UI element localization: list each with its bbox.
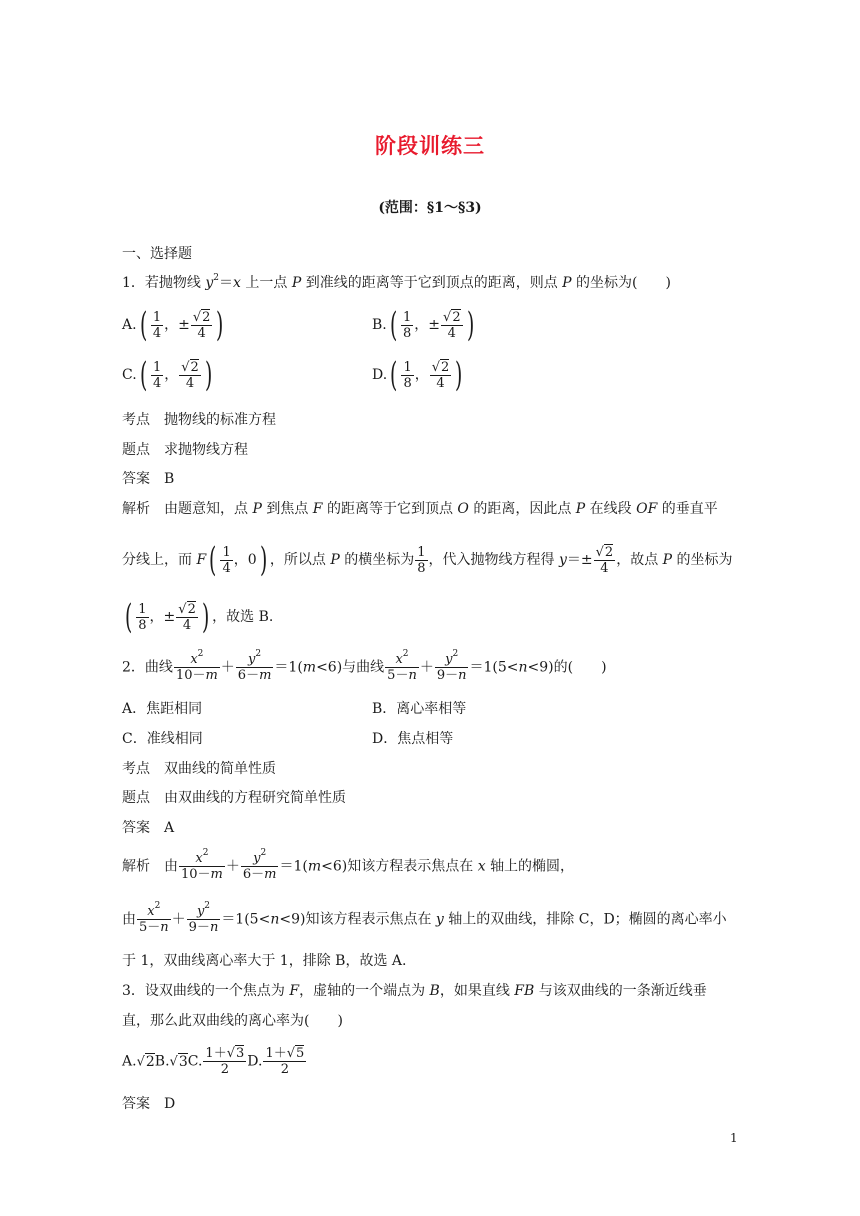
q1-stem: 1．若抛物线 $y^2=x$ 上一点 P 到准线的距离等于它到顶点的距离，则点 P 的坐标为( ): [122, 273, 671, 291]
page-title: 阶段训练三: [375, 133, 485, 158]
q2-tidian: 题点 由双曲线的方程研究简单性质: [122, 790, 346, 806]
section-heading: 一、选择题: [122, 246, 192, 262]
q1-jiexi-line1: 解析 由题意知，点 P 到焦点 F 的距离等于它到顶点 O 的距离，因此点 P 在线段 OF 的垂直平: [122, 501, 718, 517]
q2-answer: 答案 A: [122, 820, 175, 836]
q2-option-d: D．焦点相等: [372, 731, 454, 747]
q1-tidian: 题点 求抛物线方程: [122, 442, 248, 458]
q3-stem-line2: 直，那么此双曲线的离心率为( ): [122, 1013, 343, 1029]
q2-option-b: B．离心率相等: [372, 701, 467, 717]
q2-jiexi-line2: 由 $\frac{x^2}{5-n}$ ＋ $\frac{y^2}{9-n}$ ＝1(5<n<9)知该方程表示焦点在 y 轴上的双曲线，排除 C，D；椭圆的离心率小: [122, 901, 727, 935]
q1-jiexi-line3: ( $\frac{1}{8}$ ，± $\frac{√2}{4}$ ) ，故选 B.: [124, 597, 274, 637]
q3-stem-line1: 3．设双曲线的一个焦点为 F，虚轴的一个端点为 B，如果直线 FB 与该双曲线的一条渐近线垂: [122, 983, 707, 999]
q1-option-d: D.( $\frac{1}{8}$ ， $\frac{√2}{4}$ ): [372, 355, 463, 395]
page-subtitle: (范围：§1～§3): [378, 200, 482, 216]
q2-jiexi-line3: 于 1，双曲线离心率大于 1，排除 B，故选 A.: [122, 953, 407, 969]
q2-jiexi-line1: 解析 由 $\frac{x^2}{10-m}$ ＋ $\frac{y^2}{6-m}$ ＝1(m<6)知该方程表示焦点在 x 轴上的椭圆，: [122, 848, 575, 882]
q1-kaodian: 考点 抛物线的标准方程: [122, 412, 276, 428]
q3-options: A.√2B.√3C. $\frac{1+√3}{2}$ D. $\frac{1+√5}{2}$: [122, 1046, 305, 1077]
q1-option-c: C.( $\frac{1}{4}$ ， $\frac{√2}{4}$ ): [122, 355, 213, 395]
q2-stem: 2．曲线 $\frac{x^2}{10-m}$ ＋ $\frac{y^2}{6-m}$ ＝1(m<6)与曲线 $\frac{x^2}{5-n}$ ＋ $\frac{y^2}{9-n}$ ＝1(5<n<9)的( ): [122, 649, 607, 683]
q2-kaodian: 考点 双曲线的简单性质: [122, 761, 276, 777]
q1-answer: 答案 B: [122, 471, 175, 487]
q1-option-b: B.( $\frac{1}{8}$ ，± $\frac{√2}{4}$ ): [372, 305, 474, 345]
q2-option-c: C．准线相同: [122, 731, 203, 747]
q1-option-a: A.( $\frac{1}{4}$ ，± $\frac{√2}{4}$ ): [122, 305, 224, 345]
page-number: 1: [730, 1131, 738, 1145]
q2-option-a: A．焦距相同: [122, 701, 203, 717]
q1-jiexi-line2: 分线上，而 F( $\frac{1}{4}$ ，0) ，所以点 P 的横坐标为 $\frac{1}{8}$ ，代入抛物线方程得 y＝± $\frac{√2}{4}$ ，故点 P 的坐标为: [122, 540, 733, 580]
q3-answer: 答案 D: [122, 1096, 176, 1112]
